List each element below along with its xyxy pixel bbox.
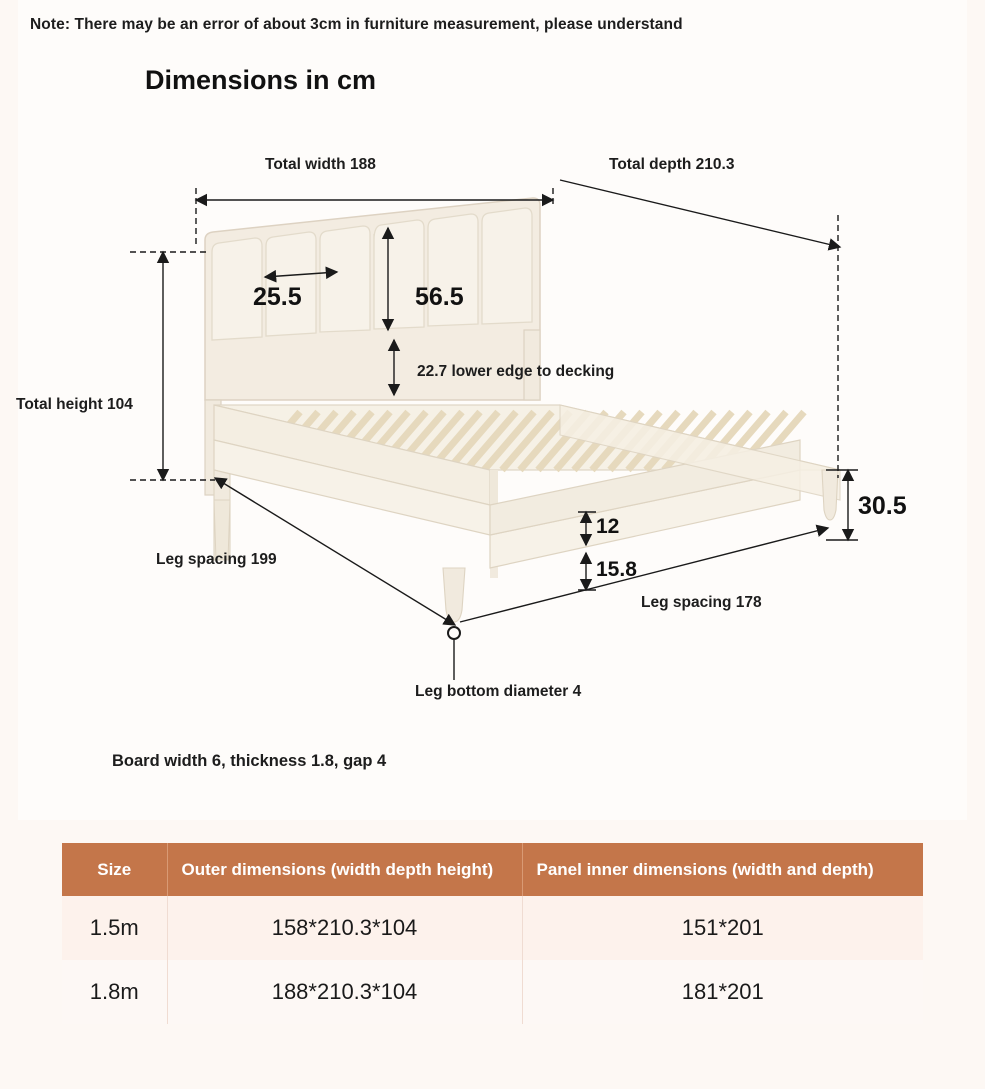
cell-size: 1.5m	[62, 896, 167, 960]
table-row	[62, 960, 923, 1024]
table-header-row	[62, 843, 923, 896]
cell-panel-inner-dimensions: 181*201	[522, 960, 923, 1024]
label-total-depth: Total depth 210.3	[609, 156, 735, 173]
label-total-height: Total height 104	[16, 396, 133, 413]
label-lower-edge: 22.7 lower edge to decking	[417, 363, 615, 380]
page-title: Dimensions in cm	[145, 65, 377, 95]
table-row	[62, 896, 923, 960]
header-outer-dimensions: Outer dimensions (width depth height)	[167, 843, 522, 896]
cell-panel-inner-dimensions: 151*201	[522, 896, 923, 960]
cell-outer-dimensions: 158*210.3*104	[167, 896, 522, 960]
bed-frame-slats	[214, 405, 840, 622]
label-leg-diameter: Leg bottom diameter 4	[415, 683, 582, 700]
label-side-height: 30.5	[858, 492, 907, 520]
label-panel-width: 25.5	[253, 283, 302, 311]
label-headboard-height: 56.5	[415, 283, 464, 311]
board-specification-note: Board width 6, thickness 1.8, gap 4	[112, 752, 387, 770]
header-panel-inner-dimensions: Panel inner dimensions (width and depth)	[522, 843, 923, 896]
cell-outer-dimensions: 188*210.3*104	[167, 960, 522, 1024]
label-total-width: Total width 188	[265, 156, 376, 173]
specification-table	[62, 843, 923, 1024]
label-rail-b: 15.8	[596, 558, 637, 581]
label-leg-spacing-short: Leg spacing 178	[641, 594, 762, 611]
header-size: Size	[62, 843, 167, 896]
cell-size: 1.8m	[62, 960, 167, 1024]
measurement-note: Note: There may be an error of about 3cm in furniture measurement, please understand	[30, 16, 683, 33]
label-leg-spacing-long: Leg spacing 199	[156, 551, 277, 568]
label-rail-a: 12	[596, 515, 620, 538]
